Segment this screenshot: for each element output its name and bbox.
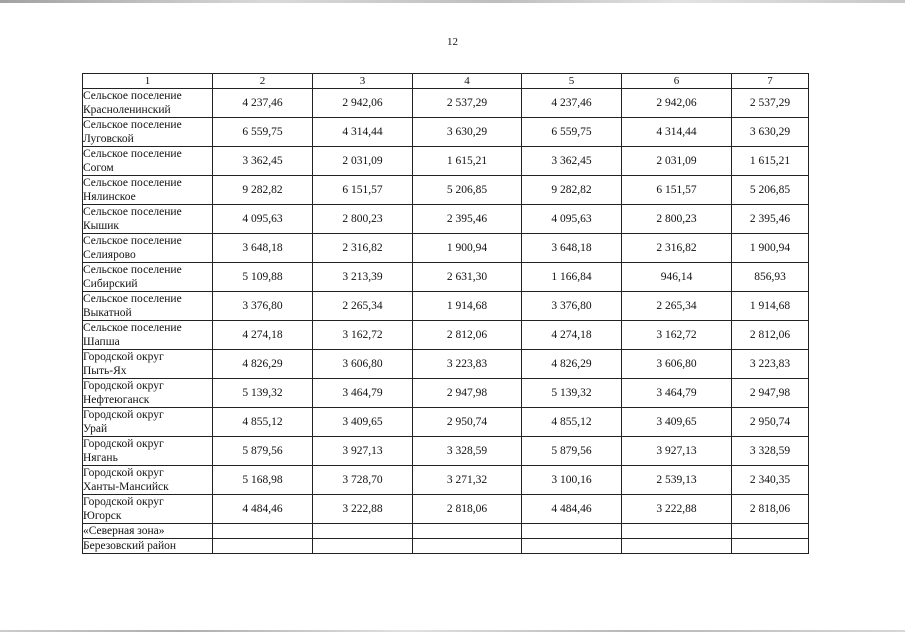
value-cell: 4 237,46 [213, 89, 313, 118]
value-cell: 1 166,84 [522, 263, 622, 292]
value-cell: 2 947,98 [413, 379, 522, 408]
value-cell: 2 031,09 [313, 147, 413, 176]
value-cell: 3 630,29 [413, 118, 522, 147]
table-row [83, 495, 809, 524]
column-header: 3 [313, 74, 413, 89]
value-cell: 856,93 [732, 263, 809, 292]
table-row [83, 176, 809, 205]
value-cell: 5 139,32 [213, 379, 313, 408]
table-row [83, 466, 809, 495]
municipality-title: Выкатной [83, 307, 132, 319]
value-cell: 3 362,45 [213, 147, 313, 176]
value-cell: 2 265,34 [313, 292, 413, 321]
table-row [83, 379, 809, 408]
municipality-type: Сельское поселение [83, 322, 182, 334]
value-cell: 1 914,68 [732, 292, 809, 321]
value-cell: 3 376,80 [213, 292, 313, 321]
table-row [83, 234, 809, 263]
value-cell: 4 237,46 [522, 89, 622, 118]
value-cell: 6 559,75 [522, 118, 622, 147]
municipality-title: Кышик [83, 220, 119, 232]
value-cell: 4 314,44 [622, 118, 732, 147]
tariff-table [82, 73, 809, 554]
municipality-name [83, 118, 213, 147]
municipality-name [83, 205, 213, 234]
value-cell: 3 376,80 [522, 292, 622, 321]
value-cell: 4 274,18 [213, 321, 313, 350]
value-cell: 3 464,79 [313, 379, 413, 408]
municipality-type: Городской округ [83, 351, 164, 363]
value-cell: 6 559,75 [213, 118, 313, 147]
value-cell: 2 395,46 [732, 205, 809, 234]
municipality-type: Городской округ [83, 438, 164, 450]
scan-edge-top [0, 0, 905, 3]
value-cell: 4 274,18 [522, 321, 622, 350]
municipality-title: Нефтеюганск [83, 394, 150, 406]
municipality-type: Городской округ [83, 496, 164, 508]
municipality-name [83, 437, 213, 466]
municipality-type: Городской округ [83, 467, 164, 479]
value-cell: 5 206,85 [413, 176, 522, 205]
value-cell: 2 942,06 [622, 89, 732, 118]
value-cell: 2 537,29 [732, 89, 809, 118]
municipality-name [83, 263, 213, 292]
municipality-name [83, 495, 213, 524]
municipality-type: Городской округ [83, 409, 164, 421]
value-cell: 4 826,29 [213, 350, 313, 379]
value-cell: 2 800,23 [313, 205, 413, 234]
value-cell: 2 947,98 [732, 379, 809, 408]
value-cell: 2 818,06 [732, 495, 809, 524]
municipality-title: Нягань [83, 452, 118, 464]
value-cell: 2 631,30 [413, 263, 522, 292]
municipality-type: Сельское поселение [83, 119, 182, 131]
value-cell: 3 162,72 [622, 321, 732, 350]
empty-cell [732, 539, 809, 554]
municipality-type: Сельское поселение [83, 90, 182, 102]
value-cell: 1 900,94 [732, 234, 809, 263]
value-cell: 4 855,12 [522, 408, 622, 437]
municipality-name [83, 292, 213, 321]
value-cell: 1 914,68 [413, 292, 522, 321]
value-cell: 5 109,88 [213, 263, 313, 292]
column-header: 1 [83, 74, 213, 89]
table-row [83, 437, 809, 466]
municipality-title: Согом [83, 162, 114, 174]
municipality-title: Нялинское [83, 191, 136, 203]
empty-cell [413, 524, 522, 539]
value-cell: 4 484,46 [213, 495, 313, 524]
zone-row [83, 524, 809, 539]
value-cell: 2 340,35 [732, 466, 809, 495]
table-row [83, 263, 809, 292]
value-cell: 4 484,46 [522, 495, 622, 524]
municipality-title: Сибирский [83, 278, 138, 290]
empty-cell [622, 539, 732, 554]
value-cell: 9 282,82 [213, 176, 313, 205]
municipality-name [83, 176, 213, 205]
value-cell: 3 223,83 [413, 350, 522, 379]
table-row [83, 408, 809, 437]
value-cell: 2 812,06 [732, 321, 809, 350]
table-row [83, 89, 809, 118]
column-header: 5 [522, 74, 622, 89]
municipality-name [83, 350, 213, 379]
value-cell: 3 927,13 [622, 437, 732, 466]
value-cell: 2 812,06 [413, 321, 522, 350]
municipality-name [83, 234, 213, 263]
table-row [83, 118, 809, 147]
district-row [83, 539, 809, 554]
value-cell: 4 855,12 [213, 408, 313, 437]
municipality-title: Югорск [83, 510, 122, 522]
municipality-title: Селиярово [83, 249, 136, 261]
municipality-name [83, 147, 213, 176]
value-cell: 2 316,82 [313, 234, 413, 263]
value-cell: 5 168,98 [213, 466, 313, 495]
value-cell: 3 409,65 [622, 408, 732, 437]
municipality-name [83, 466, 213, 495]
page-number: 12 [447, 36, 458, 48]
value-cell: 3 648,18 [213, 234, 313, 263]
value-cell: 2 800,23 [622, 205, 732, 234]
value-cell: 4 095,63 [213, 205, 313, 234]
value-cell: 946,14 [622, 263, 732, 292]
column-header: 4 [413, 74, 522, 89]
value-cell: 2 395,46 [413, 205, 522, 234]
value-cell: 3 464,79 [622, 379, 732, 408]
table-row [83, 350, 809, 379]
value-cell: 2 265,34 [622, 292, 732, 321]
municipality-type: Городской округ [83, 380, 164, 392]
zone-label: «Северная зона» [83, 524, 213, 539]
municipality-title: Урай [83, 423, 108, 435]
empty-cell [213, 524, 313, 539]
empty-cell [413, 539, 522, 554]
value-cell: 3 100,16 [522, 466, 622, 495]
value-cell: 1 615,21 [732, 147, 809, 176]
municipality-name [83, 379, 213, 408]
column-header: 7 [732, 74, 809, 89]
empty-cell [313, 524, 413, 539]
table-row [83, 321, 809, 350]
column-header: 6 [622, 74, 732, 89]
value-cell: 3 409,65 [313, 408, 413, 437]
municipality-type: Сельское поселение [83, 293, 182, 305]
value-cell: 1 900,94 [413, 234, 522, 263]
municipality-title: Пыть-Ях [83, 365, 127, 377]
value-cell: 3 606,80 [622, 350, 732, 379]
value-cell: 3 328,59 [413, 437, 522, 466]
value-cell: 9 282,82 [522, 176, 622, 205]
value-cell: 3 162,72 [313, 321, 413, 350]
municipality-type: Сельское поселение [83, 206, 182, 218]
value-cell: 4 314,44 [313, 118, 413, 147]
municipality-title: Красноленинский [83, 104, 171, 116]
empty-cell [213, 539, 313, 554]
value-cell: 1 615,21 [413, 147, 522, 176]
municipality-type: Сельское поселение [83, 264, 182, 276]
value-cell: 3 362,45 [522, 147, 622, 176]
municipality-name [83, 89, 213, 118]
empty-cell [622, 524, 732, 539]
value-cell: 2 316,82 [622, 234, 732, 263]
value-cell: 3 630,29 [732, 118, 809, 147]
value-cell: 3 927,13 [313, 437, 413, 466]
value-cell: 3 728,70 [313, 466, 413, 495]
table-row [83, 147, 809, 176]
municipality-name [83, 408, 213, 437]
value-cell: 4 826,29 [522, 350, 622, 379]
value-cell: 3 222,88 [622, 495, 732, 524]
value-cell: 3 328,59 [732, 437, 809, 466]
empty-cell [732, 524, 809, 539]
municipality-type: Сельское поселение [83, 235, 182, 247]
value-cell: 2 950,74 [732, 408, 809, 437]
value-cell: 2 539,13 [622, 466, 732, 495]
value-cell: 2 031,09 [622, 147, 732, 176]
value-cell: 6 151,57 [622, 176, 732, 205]
value-cell: 3 222,88 [313, 495, 413, 524]
value-cell: 3 648,18 [522, 234, 622, 263]
municipality-type: Сельское поселение [83, 177, 182, 189]
scan-edge-bottom [0, 630, 905, 632]
value-cell: 5 139,32 [522, 379, 622, 408]
table-row [83, 205, 809, 234]
value-cell: 3 271,32 [413, 466, 522, 495]
value-cell: 2 950,74 [413, 408, 522, 437]
municipality-title: Луговской [83, 133, 134, 145]
value-cell: 3 223,83 [732, 350, 809, 379]
value-cell: 3 606,80 [313, 350, 413, 379]
header-row [83, 74, 809, 89]
value-cell: 3 213,39 [313, 263, 413, 292]
value-cell: 5 206,85 [732, 176, 809, 205]
value-cell: 5 879,56 [522, 437, 622, 466]
municipality-name [83, 321, 213, 350]
table-row [83, 292, 809, 321]
municipality-title: Шапша [83, 336, 120, 348]
empty-cell [522, 539, 622, 554]
municipality-title: Ханты-Мансийск [83, 481, 169, 493]
value-cell: 5 879,56 [213, 437, 313, 466]
table-body [83, 89, 809, 554]
column-header: 2 [213, 74, 313, 89]
value-cell: 4 095,63 [522, 205, 622, 234]
value-cell: 2 818,06 [413, 495, 522, 524]
value-cell: 2 537,29 [413, 89, 522, 118]
empty-cell [522, 524, 622, 539]
district-label: Березовский район [83, 539, 213, 554]
value-cell: 6 151,57 [313, 176, 413, 205]
municipality-type: Сельское поселение [83, 148, 182, 160]
empty-cell [313, 539, 413, 554]
value-cell: 2 942,06 [313, 89, 413, 118]
